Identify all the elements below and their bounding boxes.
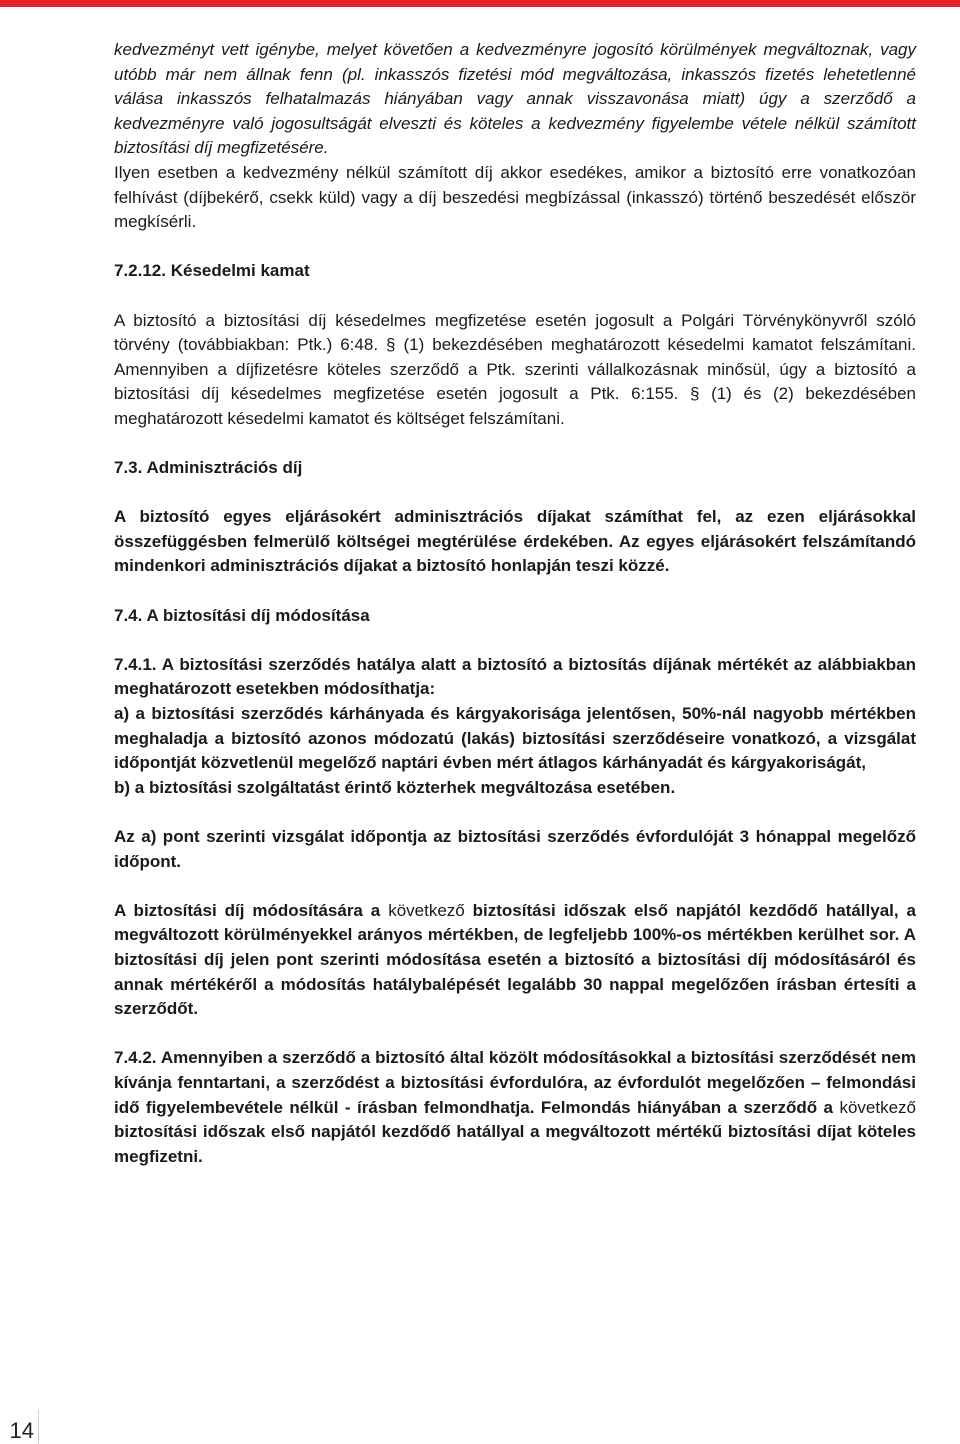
paragraph-esedekesseg: Ilyen esetben a kedvezmény nélkül számított díj akkor esedékes, amikor a biztosító erre vonatkozóan felhívást (díjbekérő, csekk küld) vagy a díj beszedési megbízással (inkasszó) történő beszedését először megkísérli. [114, 162, 916, 232]
paragraph-dij-modositas [114, 899, 916, 1022]
text-rest: biztosítási időszak első napjától kezdődő hatállyal, a megváltozott körülményekkel arányos mértékben, de legfeljebb 100%-os mértékben kerülhet sor. A biztosítási díj jelen pont szerinti módosítása esetén a biztosító a biztosítási díj módosításáról és annak mértékéről a módosítás hatálybalépését legalább 30 nappal megelőzően írásban értesíti a szerződőt. [114, 900, 916, 1019]
heading-7-4: 7.4. A biztosítási díj módosítása [114, 605, 370, 625]
text-lead: 7.4.2. Amennyiben a szerződő a biztosító által közölt módosításokkal a biztosítási szerződését nem kívánja fenntartani, a szerződést a biztosítási évfordulóra, az évfordulót megelőzően – felmondási idő figyelembevétele nélkül - írásban felmondhatja. Felmondás hiányában a szerződő a [114, 1048, 916, 1117]
page-number: 14 [9, 1418, 34, 1443]
heading-7-3: 7.3. Adminisztrációs díj [114, 458, 303, 478]
heading-7-2-12: 7.2.12. Késedelmi kamat [114, 261, 310, 281]
paragraph-7-4-2 [114, 1046, 916, 1169]
paragraph-kedvezmeny: kedvezményt vett igénybe, melyet követően a kedvezményre jogosító körülmények megváltoznak, vagy utóbb már nem állnak fenn (pl. inkasszós fizetési mód megváltozása, inkasszós fizetés lehetetlenné válása inkasszós felhatalmazás hiányában vagy annak visszavonása miatt) úgy a szerződő a kedvezményre való jogosultságát elveszti és köteles a kedvezmény figyelembe vétele nélkül számított biztosítási díj megfizetésére. [114, 40, 916, 158]
paragraph-adminisztracios-dij: A biztosító egyes eljárásokért adminisztrációs díjakat számíthat fel, az ezen eljárásokkal összefüggésben felmerülő költségei megtérülése érdekében. Az egyes eljárásokért felszámítandó mindenkori adminisztrációs díjakat a biztosító honlapján teszi közzé. [114, 507, 916, 576]
document-body [114, 38, 916, 1169]
text-rest: biztosítási időszak első napjától kezdődő hatállyal a megváltozott mértékű biztosítási díjat köteles megfizetni. [114, 1122, 916, 1166]
list-item-a: a) a biztosítási szerződés kárhányada és kárgyakorisága jelentősen, 50%-nál nagyobb mértékben meghaladja a biztosító azonos módozatú (lakás) biztosítási szerződéseire vonatkozó, a vizsgálat időpontját közvetlenül megelőző naptári évben mért átlagos kárhányadát és kárgyakoriságát, [114, 704, 916, 773]
text-lead: A biztosítási díj módosítására a [114, 900, 381, 920]
text-normal: következő [388, 900, 465, 920]
paragraph-7-4-1: 7.4.1. A biztosítási szerződés hatálya alatt a biztosító a biztosítás díjának mértékét az alábbiakban meghatározott esetekben módosíthatja: [114, 654, 916, 699]
paragraph-kesedelmi-kamat: A biztosító a biztosítási díj késedelmes megfizetése esetén jogosult a Polgári Törvénykönyvről szóló törvény (továbbiakban: Ptk.) 6:48. § (1) bekezdésében meghatározott késedelmi kamatot felszámítani. Amennyiben a díjfizetésre köteles szerződő a Ptk. szerinti vállalkozásnak minősül, úgy a biztosító a biztosítási díj késedelmes megfizetése esetén jogosult a Ptk. 6:155. § (1) és (2) bekezdésében meghatározott késedelmi kamatot és költséget felszámítani. [114, 310, 916, 428]
text-normal: következő [839, 1097, 916, 1117]
list-item-b: b) a biztosítási szolgáltatást érintő közterhek megváltozása esetében. [114, 777, 676, 797]
paragraph-vizsgalat-idopont: Az a) pont szerinti vizsgálat időpontja az biztosítási szerződés évfordulóját 3 hónappal megelőző időpont. [114, 827, 916, 871]
top-accent-bar [0, 0, 960, 7]
